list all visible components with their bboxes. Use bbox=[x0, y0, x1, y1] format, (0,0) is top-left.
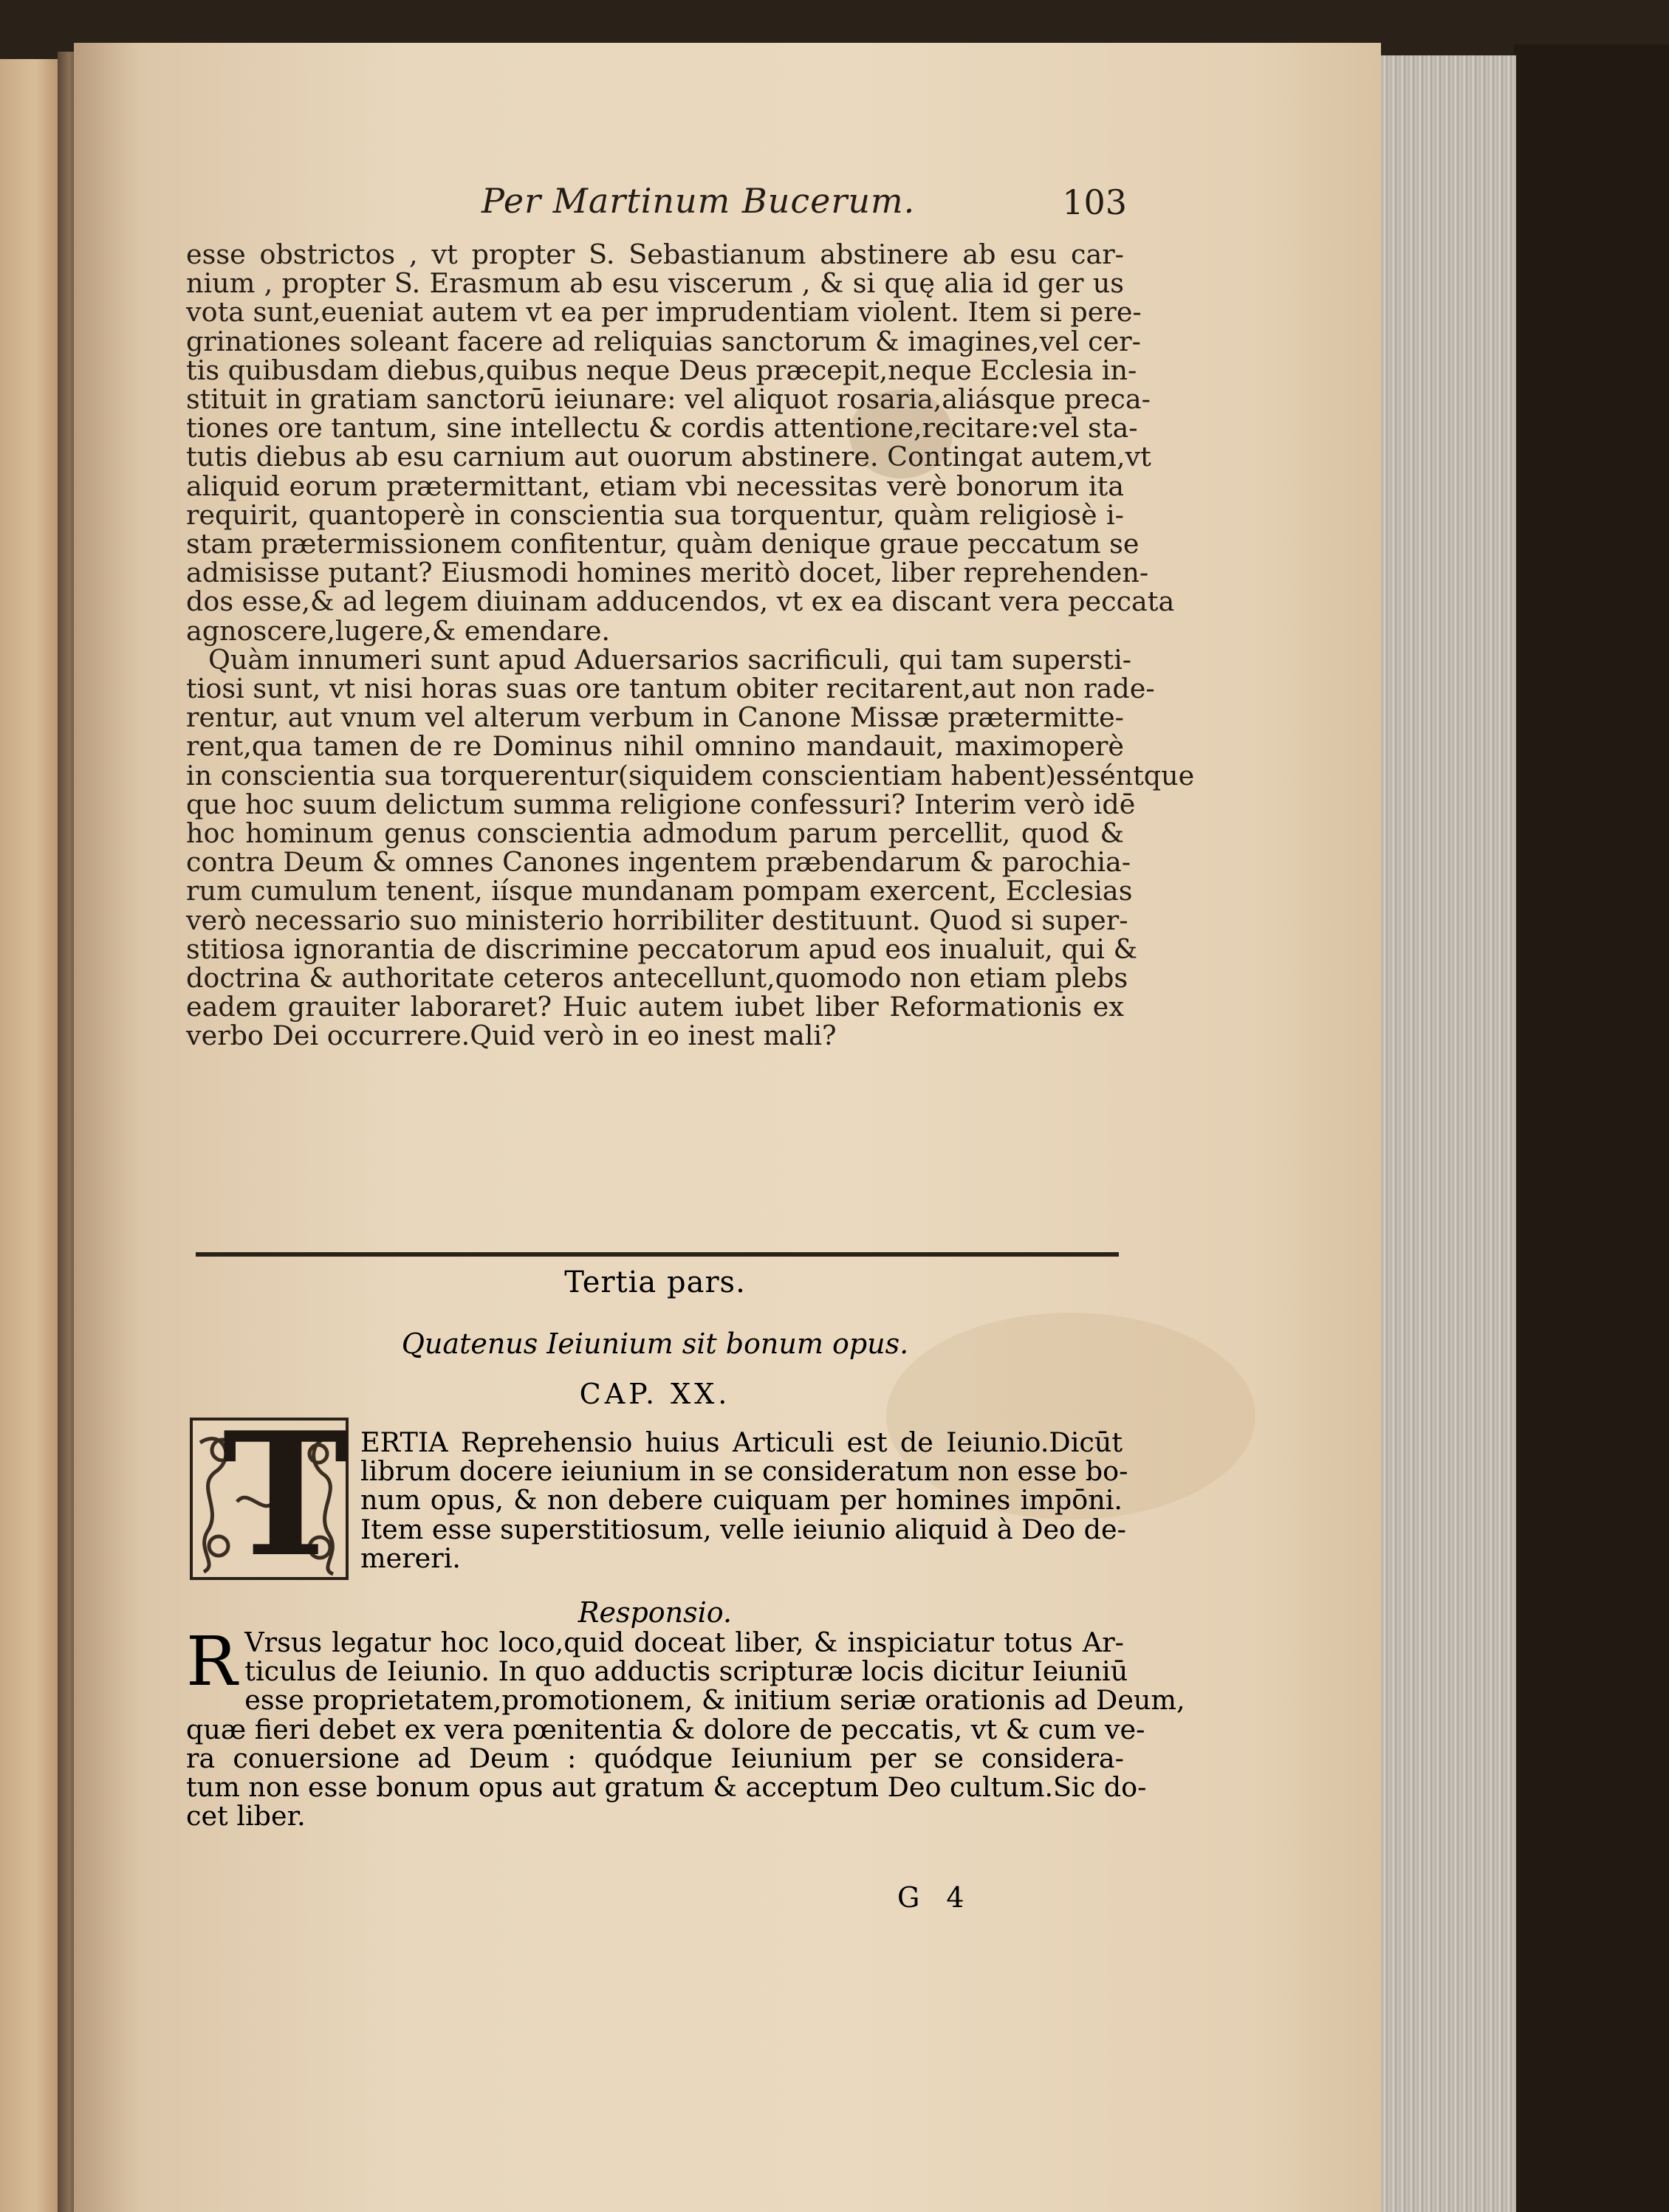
text-line: dos esse,& ad legem diuinam adducendos, vt ex ea discant vera peccata bbox=[186, 585, 1175, 618]
text-line: que hoc suum delictum summa religione confessuri? Interim verò idē bbox=[186, 788, 1136, 820]
text-line: tis quibusdam diebus,quibus neque Deus præcepit,neque Ecclesia in- bbox=[186, 354, 1137, 386]
paragraph-1 bbox=[186, 238, 1175, 647]
text-line: librum docere ieiunium in se consideratum non esse bo- bbox=[360, 1455, 1128, 1488]
running-head: Per Martinum Bucerum. bbox=[481, 181, 916, 221]
text-line: tiosi sunt, vt nisi horas suas ore tantum obiter recitarent,aut non rade- bbox=[186, 673, 1155, 705]
text-line: agnoscere,lugere,& emendare. bbox=[186, 614, 611, 647]
response-paragraph bbox=[186, 1622, 1185, 1833]
text-line: tiones ore tantum, sine intellectu & cordis attentione,recitare:vel sta- bbox=[186, 412, 1138, 444]
paragraph-2 bbox=[186, 643, 1195, 1052]
text-line: tum non esse bonum opus aut gratum & acceptum Deo cultum.Sic do- bbox=[186, 1771, 1147, 1804]
background-dark bbox=[1514, 44, 1669, 2212]
text-line: rentur, aut vnum vel alterum verbum in Canone Missæ prætermitte- bbox=[186, 701, 1124, 734]
text-line: contra Deum & omnes Canones ingentem præbendarum & parochia- bbox=[186, 846, 1131, 879]
text-line: vota sunt,eueniat autem vt ea per imprudentiam violent. Item si pere- bbox=[186, 296, 1142, 329]
text-line: doctrina & authoritate ceteros antecellunt,quomodo non etiam plebs bbox=[186, 962, 1128, 995]
text-line: ERTIA Reprehensio huius Articuli est de Ieiunio.Dicūt bbox=[360, 1426, 1123, 1458]
section-title: Tertia pars. bbox=[564, 1265, 746, 1299]
text-line: mereri. bbox=[360, 1542, 461, 1574]
text-line: Quàm innumeri sunt apud Aduersarios sacrificuli, qui tam supersti- bbox=[208, 643, 1132, 676]
text-line: stitiosa ignorantia de discrimine peccatorum apud eos inualuit, qui & bbox=[186, 932, 1138, 965]
signature-mark: G 4 bbox=[897, 1881, 973, 1914]
text-line: Vrsus legatur hoc loco,quid doceat liber, & inspiciatur totus Ar- bbox=[244, 1627, 1124, 1658]
text-line: ra conuersione ad Deum : quódque Ieiunium per se considera- bbox=[186, 1742, 1124, 1774]
text-line: aliquid eorum prætermittant, etiam vbi necessitas verè bonorum ita bbox=[186, 470, 1124, 502]
paragraph-3 bbox=[360, 1426, 1128, 1574]
text-line: nium , propter S. Erasmum ab esu viscerum , & si quę alia id ger us bbox=[186, 267, 1124, 300]
text-line: verò necessario suo ministerio horribiliter destituunt. Quod si super- bbox=[186, 904, 1128, 936]
text-line: stituit in gratiam sanctorū ieiunare: vel aliquot rosaria,aliásque preca- bbox=[186, 383, 1151, 416]
text-line: in conscientia sua torquerentur(siquidem conscientiam habent)esséntque bbox=[186, 759, 1195, 791]
text-line: rum cumulum tenent, iísque mundanam pompam exercent, Ecclesias bbox=[186, 875, 1133, 907]
text-line: grinationes soleant facere ad reliquias sanctorum & imagines,vel cer- bbox=[186, 325, 1141, 357]
text-line: esse obstrictos , vt propter S. Sebastianum abstinere ab esu car- bbox=[186, 238, 1124, 270]
text-line: ticulus de Ieiunio. In quo adductis scripturæ locis dicitur Ieiuniū bbox=[244, 1655, 1128, 1688]
text-line: cet liber. bbox=[186, 1800, 306, 1833]
text-line: tutis diebus ab esu carnium aut ouorum abstinere. Contingat autem,vt bbox=[186, 441, 1151, 473]
text-line: requirit, quantoperè in conscientia sua torquentur, quàm religiosè i- bbox=[186, 498, 1124, 531]
text-line: rent,qua tamen de re Dominus nihil omnino mandauit, maximoperè bbox=[186, 730, 1124, 763]
chapter-heading: Quatenus Ieiunium sit bonum opus. bbox=[401, 1327, 909, 1360]
initial-letter: T bbox=[222, 1395, 349, 1595]
response-title: Responsio. bbox=[578, 1596, 733, 1629]
text-line: Item esse superstitiosum, velle ieiunio aliquid à Deo de- bbox=[360, 1513, 1126, 1545]
left-page-edge bbox=[0, 59, 59, 2212]
text-line: stam prætermissionem confitentur, quàm denique graue peccatum se bbox=[186, 528, 1139, 560]
page-header bbox=[186, 181, 1127, 240]
section-divider-rule bbox=[196, 1252, 1119, 1257]
text-block bbox=[186, 181, 1195, 1052]
text-line: esse proprietatem,promotionem, & initium seriæ orationis ad Deum, bbox=[244, 1684, 1185, 1717]
text-line: hoc hominum genus conscientia admodum parum percellit, quod & bbox=[186, 817, 1124, 850]
page-number: 103 bbox=[1062, 182, 1127, 222]
text-line: quæ fieri debet ex vera pœnitentia & dolore de peccatis, vt & cum ve- bbox=[186, 1713, 1145, 1745]
text-line: eadem grauiter laboraret? Huic autem iubet liber Reformationis ex bbox=[186, 991, 1124, 1023]
drop-cap-letter: R bbox=[186, 1622, 238, 1701]
text-line: verbo Dei occurrere.Quid verò in eo inest mali? bbox=[186, 1020, 837, 1052]
decorated-initial bbox=[190, 1395, 349, 1595]
text-line: num opus, & non debere cuiquam per homines impōni. bbox=[360, 1484, 1123, 1517]
text-line: admisisse putant? Eiusmodi homines meritò docet, liber reprehenden- bbox=[186, 557, 1149, 589]
chapter-number: CAP. XX. bbox=[579, 1378, 731, 1410]
